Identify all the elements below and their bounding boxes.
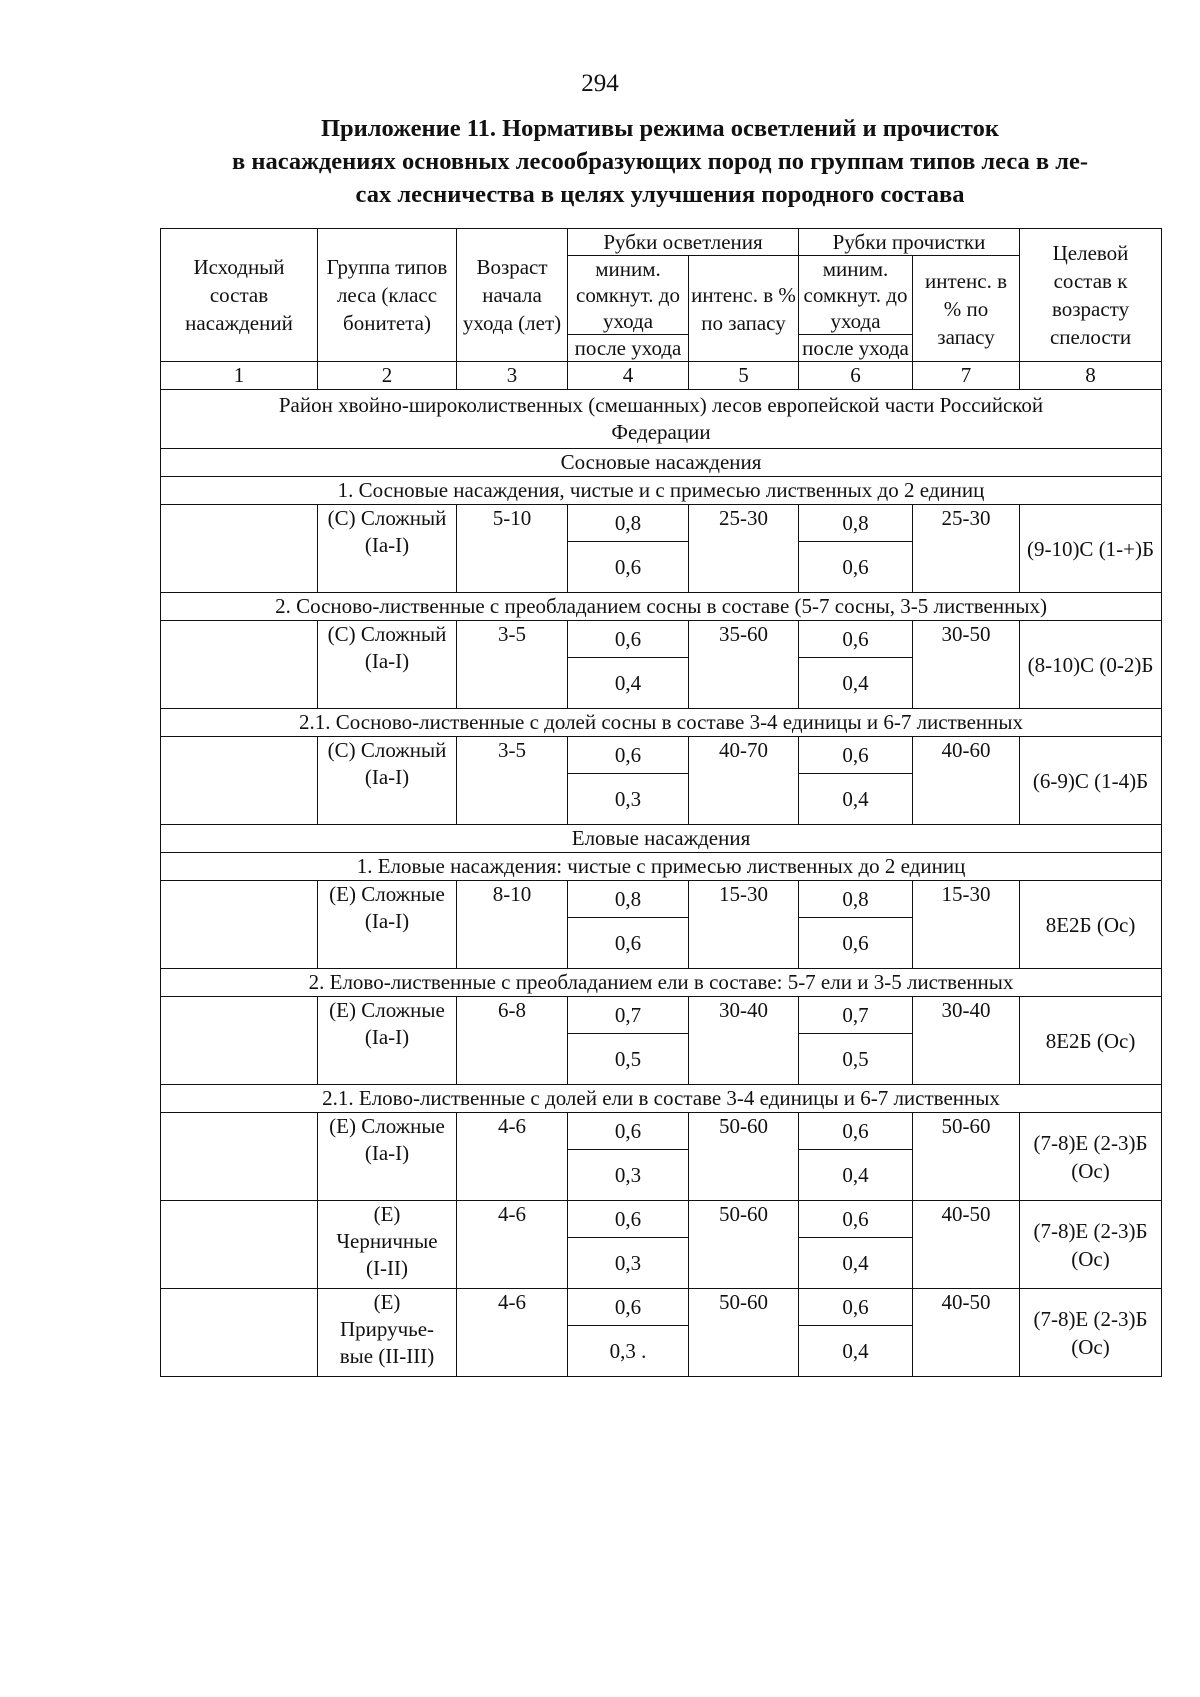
osv-density-before: 0,6: [568, 1289, 688, 1326]
norms-table: [160, 228, 1162, 1377]
initial-composition-cell: [161, 1113, 318, 1201]
header-target-composition: Целевой состав к возрасту спелости: [1020, 229, 1162, 362]
table-row: [161, 1113, 1162, 1201]
species-heading: Сосновые насаждения: [161, 449, 1162, 477]
osv-density-after: 0,6: [614, 554, 642, 579]
osv-density-cell: [568, 1289, 689, 1377]
pro-density-after: 0,4: [842, 1162, 869, 1187]
osv-density-before: 0,7: [568, 997, 688, 1034]
pro-density-after: 0,4: [842, 1250, 869, 1275]
pro-density-cell: [799, 621, 913, 709]
region-row: [161, 390, 1162, 449]
pro-density-after: 0,4: [842, 1338, 869, 1363]
header-initial-composition: Исходный состав насаждений: [161, 229, 318, 362]
subsection-title: 1. Еловые насаждения: чистые с примесью лиственных до 2 единиц: [161, 853, 1162, 881]
pro-density-before: 0,6: [799, 1289, 912, 1326]
osv-density-cell: [568, 1113, 689, 1201]
forest-type-group-cell: (С) Сложный (Iа-I): [318, 737, 457, 825]
start-age-cell: 4-6: [457, 1289, 568, 1377]
osv-intensity-cell: 40-70: [689, 737, 799, 825]
column-number: 2: [318, 362, 457, 390]
header-osv-intensity: интенс. в % по запасу: [689, 256, 799, 362]
forest-type-group-cell: (Е) Сложные (Iа-I): [318, 881, 457, 969]
pro-density-after: 0,4: [842, 670, 869, 695]
pro-density-before: 0,6: [799, 737, 912, 774]
osv-density-cell: [568, 1201, 689, 1289]
table-row: [161, 505, 1162, 593]
osv-density-before: 0,8: [568, 505, 688, 542]
forest-type-group-cell: (Е) Черничные (I-II): [318, 1201, 457, 1289]
page-title: [130, 112, 1190, 211]
pro-density-before: 0,6: [799, 1201, 912, 1238]
pro-density-cell: [799, 1201, 913, 1289]
target-composition-cell: (9-10)С (1-+)Б: [1020, 505, 1162, 593]
osv-density-before: 0,6: [568, 1201, 688, 1238]
target-composition-cell: (7-8)Е (2-3)Б (Ос): [1020, 1289, 1162, 1377]
subsection-title: 2.1. Елово-лиственные с долей ели в составе 3-4 единицы и 6-7 лиственных: [161, 1085, 1162, 1113]
target-composition-cell: (6-9)С (1-4)Б: [1020, 737, 1162, 825]
table-row: [161, 997, 1162, 1085]
forest-type-group-cell: (С) Сложный (Iа-I): [318, 621, 457, 709]
osv-density-before: 0,6: [568, 621, 688, 658]
initial-composition-cell: [161, 1289, 318, 1377]
table-row: [161, 881, 1162, 969]
subsection-title: 2. Сосново-лиственные с преобладанием сосны в составе (5-7 сосны, 3-5 лиственных): [161, 593, 1162, 621]
table-row: [161, 621, 1162, 709]
header-pro-minim-before: миним. сомкнут. до ухода: [799, 256, 913, 335]
column-number: 1: [161, 362, 318, 390]
target-composition-cell: (7-8)Е (2-3)Б (Ос): [1020, 1201, 1162, 1289]
osv-density-after: 0,4: [614, 670, 642, 695]
title-line: Приложение 11. Нормативы режима осветлений и прочисток: [321, 115, 999, 142]
subsection-title-row: [161, 709, 1162, 737]
osv-density-cell: [568, 621, 689, 709]
initial-composition-cell: [161, 881, 318, 969]
pro-density-cell: [799, 997, 913, 1085]
start-age-cell: 6-8: [457, 997, 568, 1085]
subsection-title-row: [161, 1085, 1162, 1113]
pro-density-cell: [799, 737, 913, 825]
table-row: [161, 1201, 1162, 1289]
species-heading: Еловые насаждения: [161, 825, 1162, 853]
pro-intensity-cell: 40-50: [913, 1289, 1020, 1377]
header-row-groups: [161, 229, 1162, 256]
region-heading: Район хвойно-широколиственных (смешанных) лесов европейской части Российской Федерации: [161, 390, 1162, 449]
osv-intensity-cell: 50-60: [689, 1113, 799, 1201]
column-number-row: [161, 362, 1162, 390]
pro-density-after: 0,4: [842, 786, 869, 811]
column-number: 5: [689, 362, 799, 390]
osv-density-cell: [568, 737, 689, 825]
pro-density-cell: [799, 1113, 913, 1201]
start-age-cell: 5-10: [457, 505, 568, 593]
forest-type-group-cell: (Е) Приручье-вые (II-III): [318, 1289, 457, 1377]
pro-density-after: 0,6: [842, 930, 869, 955]
start-age-cell: 3-5: [457, 621, 568, 709]
osv-density-before: 0,8: [568, 881, 688, 918]
column-number: 7: [913, 362, 1020, 390]
osv-intensity-cell: 50-60: [689, 1201, 799, 1289]
start-age-cell: 3-5: [457, 737, 568, 825]
osv-intensity-cell: 15-30: [689, 881, 799, 969]
osv-density-cell: [568, 881, 689, 969]
pro-intensity-cell: 25-30: [913, 505, 1020, 593]
pro-density-cell: [799, 881, 913, 969]
pro-intensity-cell: 30-50: [913, 621, 1020, 709]
osv-intensity-cell: 30-40: [689, 997, 799, 1085]
start-age-cell: 8-10: [457, 881, 568, 969]
osv-density-after: 0,6: [614, 930, 642, 955]
pro-intensity-cell: 40-60: [913, 737, 1020, 825]
initial-composition-cell: [161, 621, 318, 709]
forest-type-group-cell: (С) Сложный (Iа-I): [318, 505, 457, 593]
pro-intensity-cell: 50-60: [913, 1113, 1020, 1201]
subsection-title: 1. Сосновые насаждения, чистые и с примесью лиственных до 2 единиц: [161, 477, 1162, 505]
subsection-title-row: [161, 593, 1162, 621]
initial-composition-cell: [161, 505, 318, 593]
initial-composition-cell: [161, 737, 318, 825]
osv-density-before: 0,6: [568, 1113, 688, 1150]
subsection-title: 2. Елово-лиственные с преобладанием ели в составе: 5-7 ели и 3-5 лиственных: [161, 969, 1162, 997]
pro-density-cell: [799, 505, 913, 593]
header-group-prochistka: Рубки прочистки: [799, 229, 1020, 256]
species-heading-row: [161, 449, 1162, 477]
pro-density-before: 0,6: [799, 621, 912, 658]
pro-density-after: 0,6: [842, 554, 869, 579]
subsection-title: 2.1. Сосново-лиственные с долей сосны в составе 3-4 единицы и 6-7 лиственных: [161, 709, 1162, 737]
subsection-title-row: [161, 969, 1162, 997]
pro-density-before: 0,6: [799, 1113, 912, 1150]
header-osv-minim-after: после ухода: [568, 335, 689, 362]
column-number: 8: [1020, 362, 1162, 390]
title-line: в насаждениях основных лесообразующих пород по группам типов леса в ле-: [231, 148, 1089, 175]
target-composition-cell: 8Е2Б (Ос): [1020, 997, 1162, 1085]
table-row: [161, 1289, 1162, 1377]
osv-density-after: 0,3: [614, 786, 642, 811]
subsection-title-row: [161, 477, 1162, 505]
forest-type-group-cell: (Е) Сложные (Iа-I): [318, 997, 457, 1085]
table-row: [161, 737, 1162, 825]
start-age-cell: 4-6: [457, 1201, 568, 1289]
osv-density-before: 0,6: [568, 737, 688, 774]
start-age-cell: 4-6: [457, 1113, 568, 1201]
osv-intensity-cell: 35-60: [689, 621, 799, 709]
osv-density-after: 0,3: [614, 1162, 642, 1187]
pro-density-before: 0,7: [799, 997, 912, 1034]
pro-intensity-cell: 40-50: [913, 1201, 1020, 1289]
initial-composition-cell: [161, 997, 318, 1085]
header-pro-intensity: интенс. в % по запасу: [913, 256, 1020, 362]
osv-density-after: 0,3: [614, 1250, 642, 1275]
column-number: 6: [799, 362, 913, 390]
header-pro-minim-after: после ухода: [799, 335, 913, 362]
header-forest-type-group: Группа типов леса (класс бонитета): [318, 229, 457, 362]
initial-composition-cell: [161, 1201, 318, 1289]
pro-intensity-cell: 15-30: [913, 881, 1020, 969]
pro-density-before: 0,8: [799, 881, 912, 918]
pro-density-before: 0,8: [799, 505, 912, 542]
target-composition-cell: (7-8)Е (2-3)Б (Ос): [1020, 1113, 1162, 1201]
target-composition-cell: (8-10)С (0-2)Б: [1020, 621, 1162, 709]
header-group-osvetlenie: Рубки осветления: [568, 229, 799, 256]
column-number: 4: [568, 362, 689, 390]
osv-intensity-cell: 50-60: [689, 1289, 799, 1377]
header-osv-minim-before: миним. сомкнут. до ухода: [568, 256, 689, 335]
pro-density-cell: [799, 1289, 913, 1377]
osv-intensity-cell: 25-30: [689, 505, 799, 593]
pro-intensity-cell: 30-40: [913, 997, 1020, 1085]
osv-density-after: 0,3 .: [609, 1338, 647, 1363]
species-heading-row: [161, 825, 1162, 853]
osv-density-cell: [568, 997, 689, 1085]
page-number: 294: [581, 70, 619, 97]
subsection-title-row: [161, 853, 1162, 881]
title-line: сах лесничества в целях улучшения породного состава: [355, 181, 965, 208]
target-composition-cell: 8Е2Б (Ос): [1020, 881, 1162, 969]
forest-type-group-cell: (Е) Сложные (Iа-I): [318, 1113, 457, 1201]
header-start-age: Возраст начала ухода (лет): [457, 229, 568, 362]
osv-density-after: 0,5: [614, 1046, 642, 1071]
pro-density-after: 0,5: [842, 1046, 869, 1071]
osv-density-cell: [568, 505, 689, 593]
column-number: 3: [457, 362, 568, 390]
